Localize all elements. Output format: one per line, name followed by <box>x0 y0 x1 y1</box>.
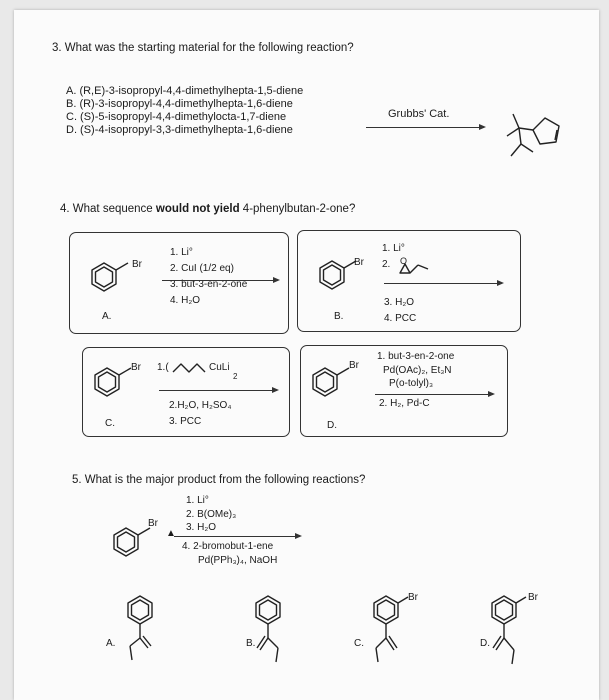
q4-b-reagents-bottom: 3. H₂O 4. PCC <box>384 297 417 324</box>
worksheet-page <box>14 10 599 700</box>
q5-reagents: 1. Li° 2. B(OMe)₃ 3. H₂O <box>186 495 237 533</box>
question-4-text: 4. What sequence would not yield 4-phenylbutan-2-one? <box>60 203 356 215</box>
q4-c-reagents: 2.H₂O, H₂SO₄ 3. PCC <box>169 400 232 427</box>
bromine-label: Br <box>354 257 364 268</box>
bromobenzene-structure <box>305 358 355 408</box>
option-letter-c: C. <box>105 418 115 429</box>
option-letter-d: D. <box>327 420 337 431</box>
cuprate-label: CuLi <box>209 362 230 373</box>
q3-option-d[interactable]: D. (S)-4-isopropyl-3,3-dimethylhepta-1,6-diene <box>66 124 293 136</box>
bromine-label: Br <box>132 259 142 270</box>
q3-option-c[interactable]: C. (S)-5-isopropyl-4,4-dimethylocta-1,7-diene <box>66 111 287 123</box>
cursor-icon: ▲ <box>166 528 176 539</box>
answer-letter-a: A. <box>106 638 116 649</box>
bromobenzyl-structure <box>84 255 134 305</box>
cyclopentene-ring <box>533 118 559 144</box>
q4-a-arrow <box>162 280 278 281</box>
bromine-label: Br <box>528 592 538 603</box>
q4-a-reagents: 1. Li° 2. CuI (1/2 eq) 3. but-3-en-2-one 4. H₂O <box>170 247 248 306</box>
bromine-label: Br <box>408 592 418 603</box>
cuprate-subscript: 2 <box>233 372 238 381</box>
question-3-text: 3. What was the starting material for the following reaction? <box>52 42 354 54</box>
answer-letter-c: C. <box>354 638 364 649</box>
svg-text:O: O <box>400 256 408 266</box>
q3-product-structure <box>499 90 579 170</box>
q4-b-arrow <box>384 283 502 284</box>
option-letter-b: B. <box>334 311 344 322</box>
bromobenzyl-structure <box>87 358 137 408</box>
q4-c-step1: 1.( <box>157 362 169 373</box>
q4-d-reagents-top: 1. but-3-en-2-one Pd(OAc)₂, Et₃N P(o-tolyl)₃ <box>377 351 455 389</box>
q4-c-arrow <box>159 390 277 391</box>
answer-letter-d: D. <box>480 638 490 649</box>
q4-d-arrow <box>375 394 493 395</box>
bromine-label: Br <box>131 362 141 373</box>
q3-options <box>66 85 303 137</box>
grubbs-catalyst-label: Grubbs' Cat. <box>388 108 450 120</box>
q3-reaction-arrow <box>366 127 484 128</box>
q4-option-a-box[interactable] <box>69 232 289 334</box>
q5-reaction-arrow <box>174 536 300 537</box>
q5-reagents-bottom: 4. 2-bromobut-1-ene Pd(PPh₃)₄, NaOH <box>182 541 278 566</box>
bromine-label: Br <box>148 518 158 529</box>
q4-d-reagents-bottom: 2. H₂, Pd-C <box>379 398 430 409</box>
q4-option-c-box[interactable] <box>82 347 290 437</box>
q4-b-reagents-top: 1. Li° 2. <box>382 243 405 270</box>
q5-answer-a-structure[interactable] <box>110 586 170 686</box>
q5-answer-b-structure[interactable] <box>238 586 298 686</box>
q4-option-d-box[interactable] <box>300 345 508 437</box>
epoxide-structure <box>394 255 434 279</box>
quaternary-bond <box>519 128 533 130</box>
q3-option-b[interactable]: B. (R)-3-isopropyl-4,4-dimethylhepta-1,6-diene <box>66 98 293 110</box>
q3-option-a[interactable]: A. (R,E)-3-isopropyl-4,4-dimethylhepta-1,5-diene <box>66 85 304 97</box>
alkenyl-chain-structure <box>171 360 211 376</box>
q4-option-b-box[interactable] <box>297 230 521 332</box>
option-letter-a: A. <box>102 311 112 322</box>
question-5-text: 5. What is the major product from the following reactions? <box>72 474 366 486</box>
answer-letter-b: B. <box>246 638 256 649</box>
bromine-label: Br <box>349 360 359 371</box>
